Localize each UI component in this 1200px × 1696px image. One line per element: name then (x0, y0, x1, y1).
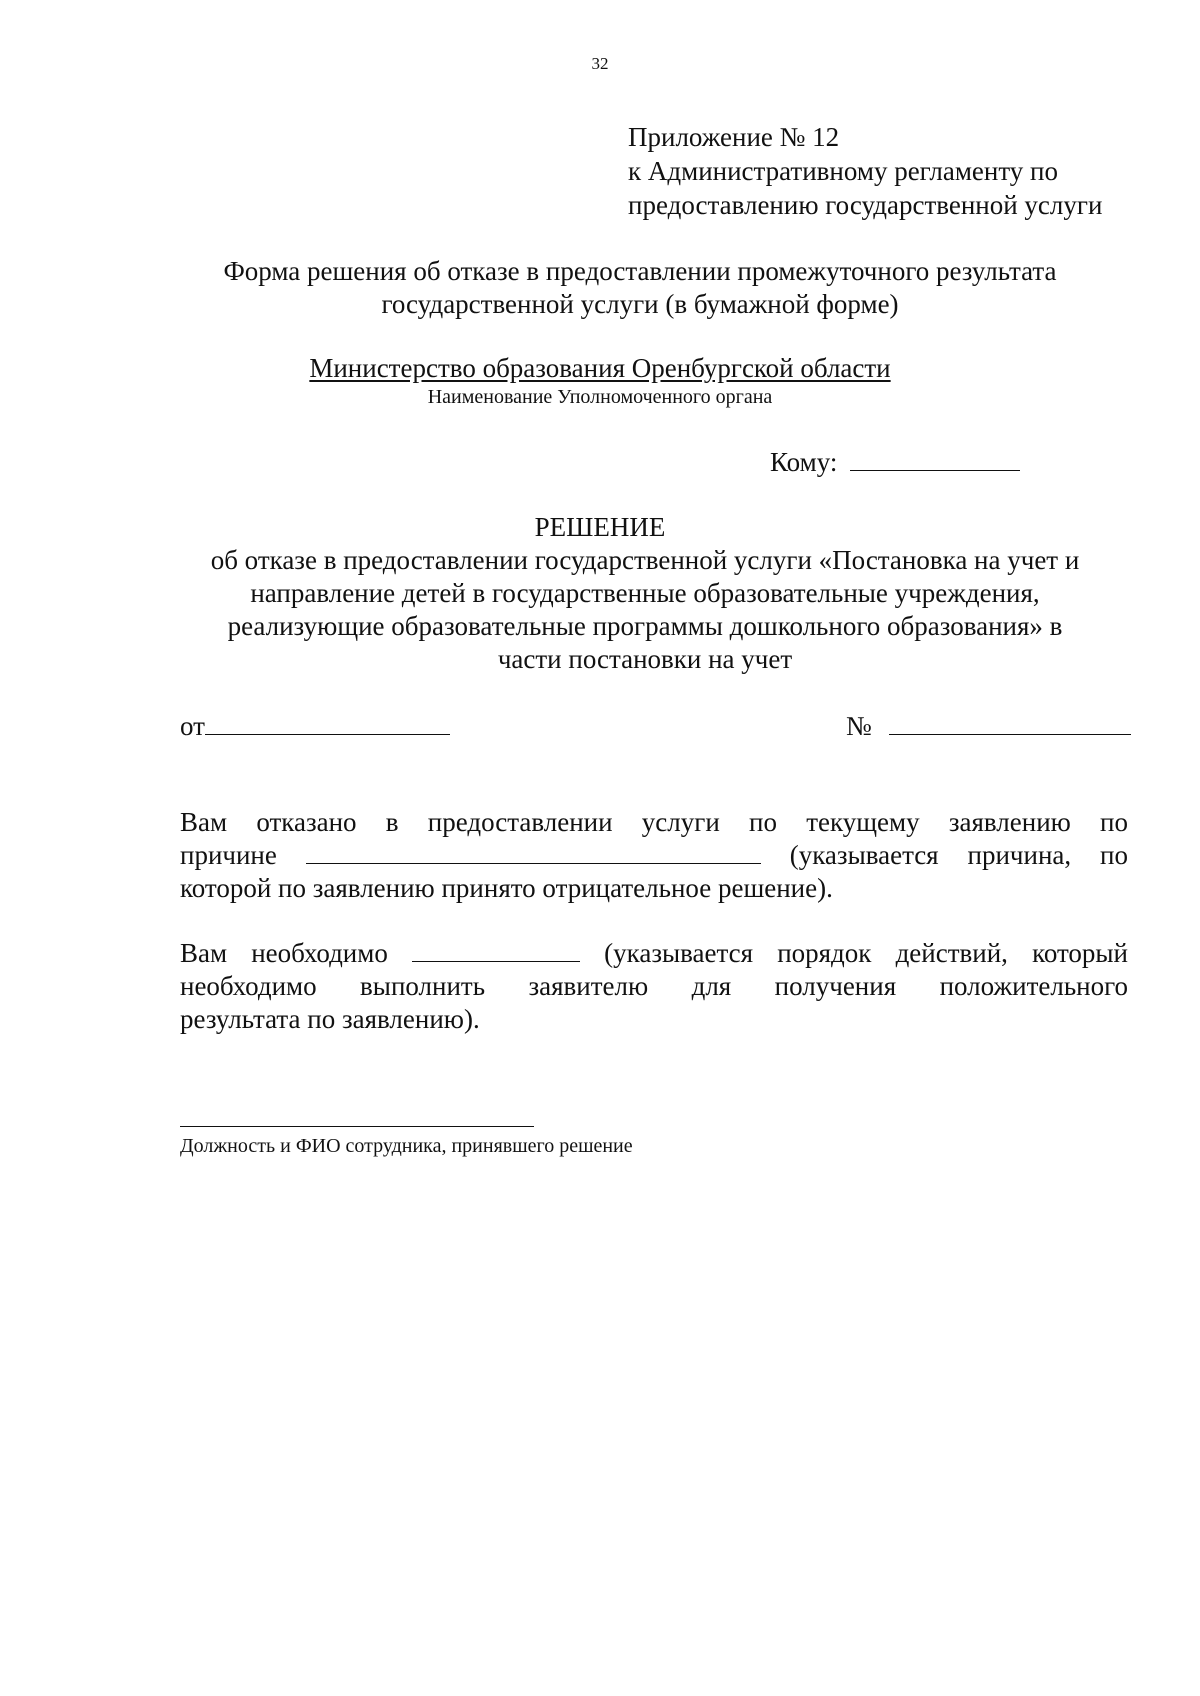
refusal-line-1: Вам отказано в предоставлении услуги по текущему заявлению по (180, 807, 1128, 837)
date-label: от (180, 711, 205, 741)
recipient-label: Кому: (770, 447, 838, 477)
authority-name-text: Министерство образования Оренбургской области (309, 353, 891, 383)
date-blank (205, 712, 450, 735)
page-number: 32 (591, 54, 609, 73)
refusal-reason-label: причине (180, 840, 277, 870)
decision-subtitle-line-3: реализующие образовательные программы дошкольного образования» в (227, 611, 1063, 641)
refusal-line-2 (180, 839, 1128, 872)
signature-rule (180, 1126, 534, 1127)
appendix-line-1: Приложение № 12 (628, 122, 840, 152)
refusal-reason-blank (306, 841, 761, 864)
recipient-blank (850, 448, 1020, 471)
appendix-line-2: к Административному регламенту по (628, 156, 1059, 186)
action-line-1 (180, 937, 1128, 970)
signature-caption: Должность и ФИО сотрудника, принявшего решение (180, 1135, 633, 1157)
appendix-line-3: предоставлению государственной услуги (628, 190, 1103, 220)
refusal-reason-note: (указывается причина, по (789, 840, 1128, 870)
refusal-line-3: которой по заявлению принято отрицательное решение). (180, 873, 833, 903)
authority-name (0, 352, 1200, 384)
action-note: (указывается порядок действий, который (604, 938, 1128, 968)
form-title-line-1: Форма решения об отказе в предоставлении промежуточного результата (223, 256, 1057, 286)
action-paragraph (180, 937, 1128, 1036)
decision-subtitle (180, 544, 1110, 676)
decision-subtitle-line-4: части постановки на учет (497, 644, 793, 674)
number-blank (889, 712, 1131, 735)
number-field (846, 710, 1131, 742)
date-field (180, 710, 450, 742)
recipient-field (770, 446, 1020, 478)
action-line-2: необходимо выполнить заявителю для получения положительного (180, 971, 1128, 1001)
refusal-paragraph (180, 806, 1128, 905)
action-line-3: результата по заявлению). (180, 1004, 480, 1034)
form-title-line-2: государственной услуги (в бумажной форме) (381, 289, 899, 319)
action-label: Вам необходимо (180, 938, 388, 968)
form-title (160, 255, 1120, 321)
appendix-header (628, 120, 1102, 222)
action-blank (412, 939, 580, 962)
decision-subtitle-line-2: направление детей в государственные образовательные учреждения, (250, 578, 1040, 608)
decision-subtitle-line-1: об отказе в предоставлении государственной услуги «Постановка на учет и (210, 545, 1080, 575)
decision-heading: РЕШЕНИЕ (534, 512, 666, 542)
number-label: № (846, 711, 872, 741)
authority-caption: Наименование Уполномоченного органа (427, 386, 773, 408)
